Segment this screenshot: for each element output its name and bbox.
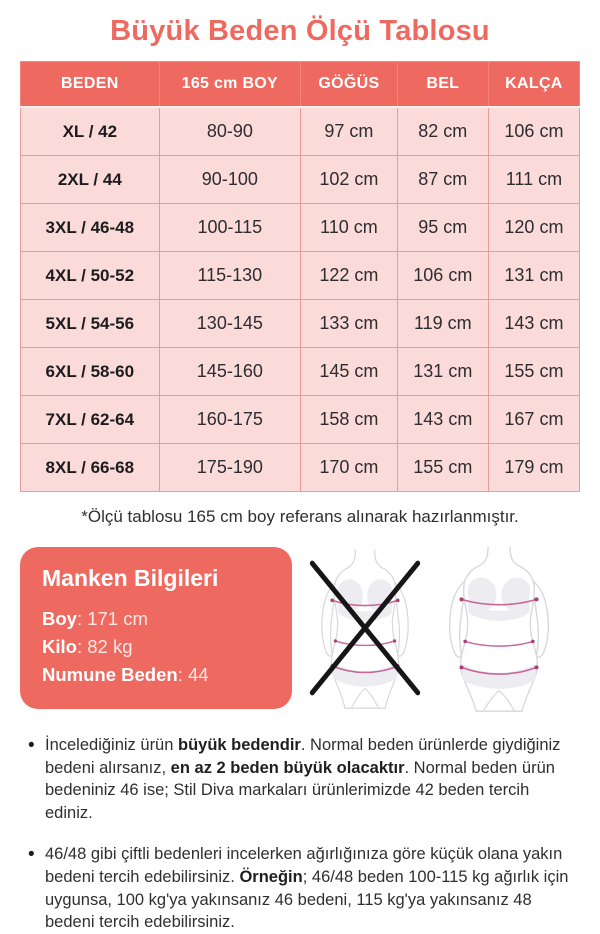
column-header: BEL [397,62,488,108]
size-cell: 2XL / 44 [21,156,160,204]
measurement-cell: 122 cm [301,252,398,300]
figure-illustrations [292,543,580,713]
measurement-cell: 170 cm [301,444,398,492]
measurement-cell: 155 cm [397,444,488,492]
measurement-cell: 131 cm [488,252,579,300]
size-table [20,61,580,492]
size-table-header-row [21,62,580,108]
measurement-cell: 133 cm [301,300,398,348]
model-info-line: Kilo: 82 kg [42,636,133,658]
measurement-cell: 111 cm [488,156,579,204]
measurement-cell: 115-130 [159,252,300,300]
page-title: Büyük Beden Ölçü Tablosu [110,15,490,47]
model-info-section [20,542,580,714]
size-table-container [20,61,580,492]
measurement-cell: 179 cm [488,444,579,492]
table-row [21,252,580,300]
size-cell: 7XL / 62-64 [21,396,160,444]
column-header: BEDEN [21,62,160,108]
measurement-cell: 155 cm [488,348,579,396]
bullet-item: • İncelediğiniz ürün büyük bedendir. Normal beden ürünlerde giydiğiniz bedeni alırsanız, en az 2 beden büyük olacaktır. Normal beden ürün bedeniniz 46 ise; Stil Diva markaları ürünlerimizde 42 beden tercih ediniz. [28,734,570,824]
table-row [21,204,580,252]
measurement-cell: 120 cm [488,204,579,252]
measurement-cell: 90-100 [159,156,300,204]
size-cell: 6XL / 58-60 [21,348,160,396]
measurement-cell: 95 cm [397,204,488,252]
table-row [21,396,580,444]
column-header: KALÇA [488,62,579,108]
measurement-cell: 106 cm [488,107,579,156]
table-row [21,348,580,396]
measurement-cell: 160-175 [159,396,300,444]
measurement-cell: 143 cm [488,300,579,348]
bullet-item: • 46/48 gibi çiftli bedenleri incelerken ağırlığınıza göre küçük olana yakın bedeni tercih edebilirsiniz. Örneğin; 46/48 beden 100-115 kg ağırlık için uygunsa, 100 kg'ya yakınsanız 46 bedeni, 115 kg'ya yakınsanız 48 bedeni tercih edebilirsiniz. [28,843,570,933]
crossed-body-figure [309,546,421,710]
table-row [21,300,580,348]
measurement-cell: 167 cm [488,396,579,444]
table-row [21,107,580,156]
size-cell: 5XL / 54-56 [21,300,160,348]
measurement-cell: 131 cm [397,348,488,396]
measurement-cell: 110 cm [301,204,398,252]
model-info-title: Manken Bilgileri [42,565,219,592]
measurement-cell: 100-115 [159,204,300,252]
measurement-cell: 158 cm [301,396,398,444]
measurement-cell: 143 cm [397,396,488,444]
model-info-line: Numune Beden: 44 [42,663,209,685]
measurement-cell: 97 cm [301,107,398,156]
table-row [21,156,580,204]
table-row [21,444,580,492]
reference-note: *Ölçü tablosu 165 cm boy referans alınarak hazırlanmıştır. [81,507,519,526]
measurement-cell: 119 cm [397,300,488,348]
size-cell: 4XL / 50-52 [21,252,160,300]
column-header: GÖĞÜS [301,62,398,108]
measurement-cell: 82 cm [397,107,488,156]
measurement-cell: 87 cm [397,156,488,204]
model-info-line: Boy: 171 cm [42,608,148,630]
size-cell: 3XL / 46-48 [21,204,160,252]
measurement-cell: 102 cm [301,156,398,204]
size-cell: 8XL / 66-68 [21,444,160,492]
info-bullets [28,734,570,934]
measurement-cell: 145 cm [301,348,398,396]
measurement-body-figure [435,543,563,713]
model-info-lines [42,605,270,688]
measurement-cell: 106 cm [397,252,488,300]
column-header: 165 cm BOY [159,62,300,108]
measurement-cell: 145-160 [159,348,300,396]
measurement-cell: 130-145 [159,300,300,348]
measurement-cell: 175-190 [159,444,300,492]
size-table-body [21,107,580,492]
model-info-card [20,547,292,708]
size-cell: XL / 42 [21,107,160,156]
measurement-cell: 80-90 [159,107,300,156]
